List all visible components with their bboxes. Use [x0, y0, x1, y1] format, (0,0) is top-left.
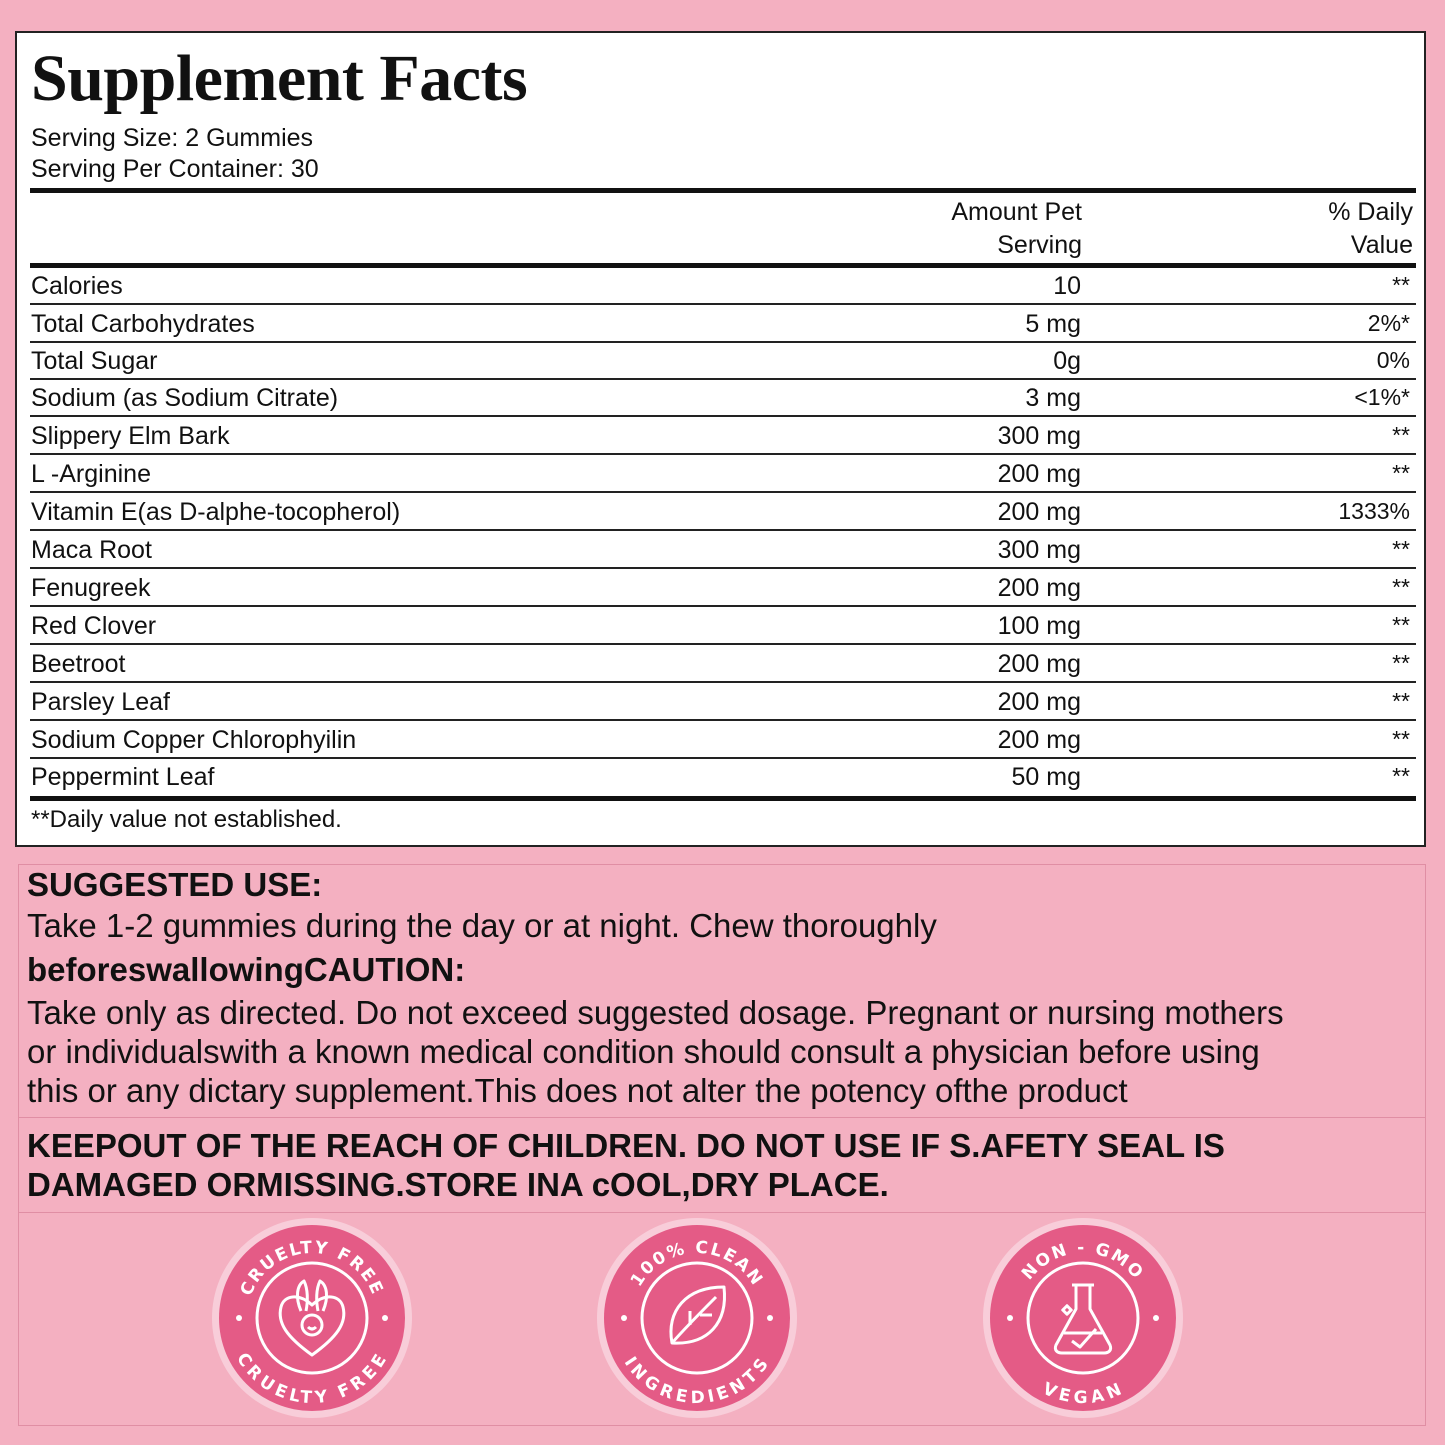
- nutrient-name: Calories: [31, 272, 123, 300]
- caution-text-line1: Take only as directed. Do not exceed suggested dosage. Pregnant or nursing mothers: [27, 994, 1284, 1031]
- vegan-bottom-text: VEGAN: [1039, 1378, 1127, 1409]
- nutrient-daily-value: **: [1392, 460, 1410, 486]
- nutrient-row: [30, 306, 1416, 343]
- suggested-use-text: Take 1-2 gummies during the day or at night. Chew thoroughly: [27, 907, 937, 944]
- facts-title: Supplement Facts: [31, 42, 528, 115]
- servings-per-container: Serving Per Container: 30: [31, 155, 319, 183]
- serving-size: Serving Size: 2 Gummies: [31, 124, 314, 152]
- nutrient-row: [30, 494, 1416, 531]
- nutrient-daily-value: <1%*: [1354, 384, 1410, 410]
- nutrient-daily-value: **: [1392, 650, 1410, 676]
- nutrient-amount: 200 mg: [997, 460, 1081, 488]
- nutrient-amount: 50 mg: [1011, 763, 1081, 791]
- nutrient-row: [30, 722, 1416, 759]
- nutrient-name: Beetroot: [31, 650, 126, 678]
- thick-divider-top: [30, 188, 1416, 193]
- nutrient-row: [30, 456, 1416, 493]
- caution-text-line2: or individualswith a known medical condition should consult a physician before using: [27, 1033, 1260, 1070]
- nutrient-amount: 300 mg: [997, 536, 1081, 564]
- nutrient-name: L -Arginine: [31, 460, 151, 488]
- daily-value-column-header: % Daily Value: [1328, 198, 1413, 259]
- nutrient-name: Parsley Leaf: [31, 688, 170, 716]
- nutrient-amount: 200 mg: [997, 498, 1081, 526]
- nutrient-name: Total Sugar: [31, 347, 158, 375]
- clean-ingredients-badge: [594, 1215, 800, 1421]
- nutrient-daily-value: 1333%: [1338, 498, 1410, 524]
- nutrient-daily-value: **: [1392, 536, 1410, 562]
- caution-text-line3: this or any dictary supplement.This does not alter the potency ofthe product: [27, 1072, 1128, 1109]
- suggested-use-heading: SUGGESTED USE:: [27, 866, 323, 903]
- nutrient-row: [30, 759, 1416, 796]
- nutrient-name: Peppermint Leaf: [31, 763, 215, 791]
- nutrient-daily-value: **: [1392, 612, 1410, 638]
- nutrient-amount: 200 mg: [997, 574, 1081, 602]
- nutrient-daily-value: **: [1392, 726, 1410, 752]
- nutrient-amount: 100 mg: [997, 612, 1081, 640]
- thick-divider-bottom: [30, 796, 1416, 801]
- nutrient-row: [30, 532, 1416, 569]
- nutrient-daily-value: **: [1392, 574, 1410, 600]
- nutrient-row: [30, 343, 1416, 380]
- nutrient-name: Sodium (as Sodium Citrate): [31, 384, 339, 412]
- warning-line1: KEEPOUT OF THE REACH OF CHILDREN. DO NOT USE IF S.AFETY SEAL IS: [27, 1127, 1225, 1164]
- supplement-facts-panel: [15, 31, 1426, 847]
- nutrient-row: [30, 684, 1416, 721]
- nutrient-amount: 300 mg: [997, 422, 1081, 450]
- nutrient-daily-value: 2%*: [1367, 310, 1410, 336]
- nutrient-amount: 200 mg: [997, 650, 1081, 678]
- clean-top-text: 100% CLEAN: [626, 1237, 768, 1291]
- nutrient-amount: 3 mg: [1025, 384, 1081, 412]
- nutrient-daily-value: **: [1392, 688, 1410, 714]
- nutrient-daily-value: **: [1392, 422, 1410, 448]
- nutrient-amount: 10: [1053, 272, 1081, 300]
- nutrient-name: Red Clover: [31, 612, 157, 640]
- nutrient-name: Slippery Elm Bark: [31, 422, 230, 450]
- clean-bottom-text: INGREDIENTS: [619, 1353, 774, 1409]
- daily-value-footnote: **Daily value not established.: [31, 806, 342, 833]
- cruelty-free-bottom-text: CRUELTY FREE: [232, 1349, 392, 1409]
- nutrient-name: Vitamin E(as D-alphe-tocopherol): [31, 498, 401, 526]
- amount-column-header: Amount Pet Serving: [951, 198, 1082, 259]
- cruelty-free-top-text: CRUELTY FREE: [236, 1237, 388, 1299]
- nutrient-amount: 5 mg: [1025, 310, 1081, 338]
- nutrient-amount: 0g: [1053, 347, 1081, 375]
- non-gmo-top-text: NON - GMO: [1018, 1237, 1148, 1284]
- nutrient-daily-value: 0%: [1376, 347, 1410, 373]
- nutrient-name: Total Carbohydrates: [31, 310, 255, 338]
- nutrient-row: [30, 646, 1416, 683]
- nutrient-amount: 200 mg: [997, 726, 1081, 754]
- nutrient-name: Sodium Copper Chlorophyilin: [31, 726, 357, 754]
- nutrient-row: [30, 418, 1416, 455]
- nutrient-amount: 200 mg: [997, 688, 1081, 716]
- cruelty-free-badge: [209, 1215, 415, 1421]
- nutrient-name: Maca Root: [31, 536, 152, 564]
- nutrient-row: [30, 570, 1416, 607]
- caution-heading: beforeswallowingCAUTION:: [27, 951, 466, 988]
- warning-line2: DAMAGED ORMISSING.STORE INA cOOL,DRY PLACE.: [27, 1166, 889, 1203]
- nutrient-daily-value: **: [1392, 763, 1410, 789]
- nutrient-row: [30, 380, 1416, 417]
- nutrient-name: Fenugreek: [31, 574, 151, 602]
- non-gmo-vegan-badge: [980, 1215, 1186, 1421]
- nutrient-daily-value: **: [1392, 272, 1410, 298]
- nutrient-row: [30, 268, 1416, 305]
- nutrient-row: [30, 608, 1416, 645]
